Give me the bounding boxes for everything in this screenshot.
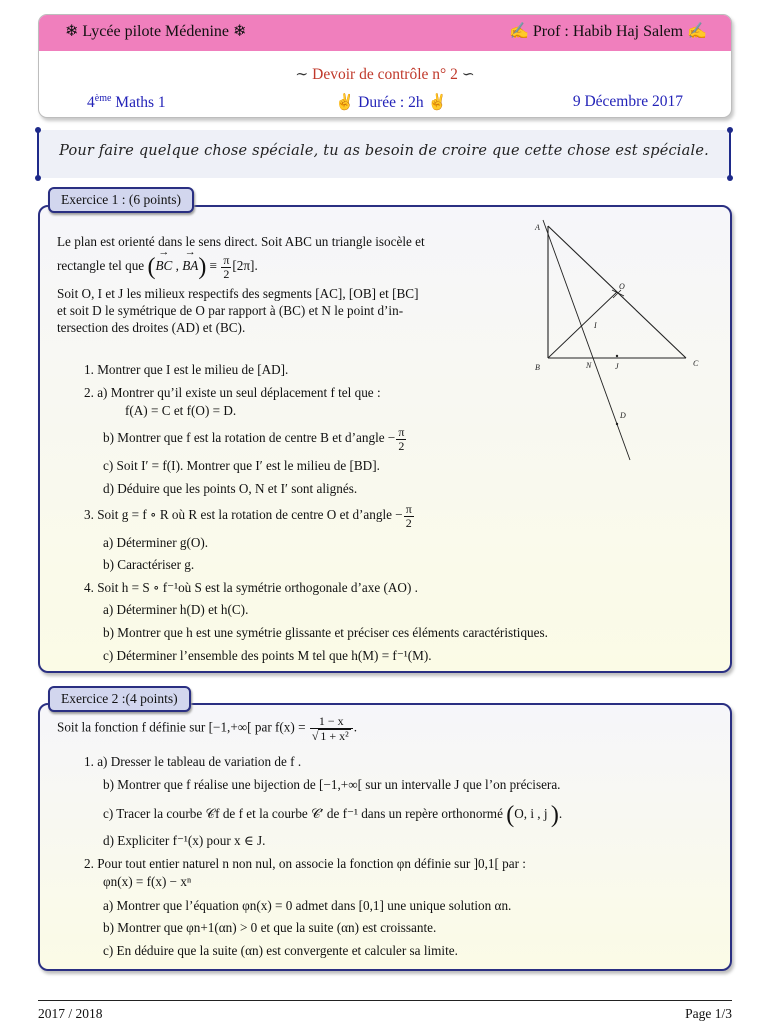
geometry-figure: [528, 218, 708, 468]
ex1-question-3: [84, 503, 415, 529]
segment-bo: [548, 292, 617, 358]
quote-dot: [727, 127, 733, 133]
quote-box: [37, 130, 731, 178]
header-box: [38, 14, 732, 118]
ex1-intro-line-5: tersection des droites (AD) et (BC).: [57, 320, 246, 335]
ex2-intro-text: Soit la fonction f définie sur [−1,+∞[ par f(x) =: [57, 719, 309, 735]
fraction-pi-2: [404, 503, 414, 529]
paren-close: ): [198, 254, 207, 281]
ex1-question-3-text: 3. Soit g = f ∘ R où R est la rotation de centre O et d’angle −: [84, 507, 403, 523]
class-label: [87, 93, 166, 112]
ex1-question-4b: b) Montrer que h est une symétrie glissante et préciser ces éléments caractéristiques.: [103, 625, 548, 640]
ex2-question-2-def: φn(x) = f(x) − xⁿ: [103, 874, 192, 889]
ex1-question-2a: 2. a) Montrer qu’il existe un seul déplacement f tel que :: [84, 385, 381, 400]
congruent-sign: ≡: [206, 258, 221, 274]
fraction-den: √ 1 + x²: [311, 728, 349, 743]
teacher-name: ✍ Prof : Habib Haj Salem ✍: [508, 23, 707, 40]
paren-open: (: [147, 254, 156, 281]
ex1-intro-line-4: et soit D le symétrique de O par rapport à (BC) et N le point d’in-: [57, 303, 404, 318]
fraction-pi-2: [221, 254, 231, 280]
fraction-den: 2: [405, 515, 412, 530]
label-c: C: [693, 359, 699, 368]
ex1-question-2d: d) Déduire que les points O, N et I′ sont alignés.: [103, 481, 358, 496]
duration-label: ✌ Durée : 2h ✌: [335, 94, 447, 111]
fraction-den: 2: [398, 438, 405, 453]
exam-title-text: Devoir de contrôle n° 2: [312, 66, 458, 83]
function-fraction: [310, 715, 353, 742]
ex1-question-2a-cond: f(A) = C et f(O) = D.: [125, 403, 237, 418]
sqrt-radicand: 1 + x²: [320, 728, 349, 743]
school-name: ❄ Lycée pilote Médenine ❄: [65, 23, 247, 40]
ex2-question-2: 2. Pour tout entier naturel n non nul, on associe la fonction φn définie sur ]0,1[ par :: [84, 856, 526, 871]
ex1-question-4a: a) Déterminer h(D) et h(C).: [103, 602, 249, 617]
quote-dot: [35, 127, 41, 133]
fraction-pi-2: [396, 426, 406, 452]
title-ornament-right: ∽: [457, 66, 475, 83]
ex1-question-4: 4. Soit h = S ∘ f⁻¹où S est la symétrie orthogonale d’axe (AO) .: [84, 580, 418, 595]
ex2-question-1a: 1. a) Dresser le tableau de variation de f .: [84, 754, 302, 769]
point-j-mark: [616, 355, 618, 357]
ex1-intro-line-3: Soit O, I et J les milieux respectifs des segments [AC], [OB] et [BC]: [57, 286, 419, 301]
fraction-den: 2: [223, 266, 230, 281]
class-name: Maths 1: [111, 94, 166, 112]
paren-close: ): [550, 802, 559, 828]
ex2-intro: Soit la fonction f définie sur [−1,+∞[ par f(x) = $\frac{1 - x}{\text{√ 1 + x²}}$ .: [57, 714, 358, 743]
header-banner: [39, 15, 731, 51]
page-number: Page 1/3: [685, 1006, 732, 1021]
title-ornament-left: ∼: [295, 66, 313, 83]
ex2-question-2a: a) Montrer que l’équation φn(x) = 0 admet dans [0,1] une unique solution αn.: [103, 898, 512, 913]
ex1-intro-text: rectangle tel que: [57, 258, 148, 274]
ex1-intro-line-1: Le plan est orienté dans le sens direct. Soit ABC un triangle isocèle et: [57, 234, 425, 249]
ex2-question-1c: c) Tracer la courbe 𝒞f de f et la courbe 𝒞′ de f⁻¹ dans un repère orthonormé (O, i , j ).: [103, 802, 563, 828]
fraction-num: 1 − x: [310, 715, 353, 729]
footer-rule: [38, 1000, 732, 1001]
ex2-question-2c: c) En déduire que la suite (αn) est convergente et calculer sa limite.: [103, 943, 458, 958]
fraction-num: π: [223, 253, 230, 267]
ex1-question-1: 1. Montrer que I est le milieu de [AD].: [84, 362, 289, 377]
fraction-num: π: [405, 502, 412, 516]
exam-date: 9 Décembre 2017: [572, 93, 683, 110]
quote-dot: [727, 175, 733, 181]
class-level-suffix: ème: [94, 93, 112, 104]
fraction-num: π: [398, 425, 405, 439]
vector-ba: → BA: [182, 258, 198, 274]
exam-title: [39, 65, 731, 84]
ex1-question-3a: a) Déterminer g(O).: [103, 535, 209, 550]
ex1-intro-line-2: rectangle tel que (→ BC , → BA) ≡ $\frac{\pi}{2}$ [2π].: [57, 254, 258, 280]
vector-bc: → BC: [155, 258, 172, 274]
ex1-question-2b: [103, 426, 407, 452]
ex2-question-2b: b) Montrer que φn+1(αn) > 0 et que la suite (αn) est croissante.: [103, 920, 437, 935]
label-a: A: [535, 223, 540, 232]
class-level: 4: [87, 94, 95, 112]
ex1-question-2c: c) Soit I′ = f(I). Montrer que I′ est le milieu de [BD].: [103, 458, 380, 473]
label-i: I: [594, 321, 597, 330]
modulo-text: [2π].: [232, 258, 258, 274]
ex1-question-4c: c) Déterminer l’ensemble des points M tel que h(M) = f⁻¹(M).: [103, 648, 432, 663]
exercise-1-title: Exercice 1 : (6 points): [48, 187, 194, 213]
motivational-quote: Pour faire quelque chose spéciale, tu as besoin de croire que cette chose est spéciale.: [59, 143, 709, 159]
label-n: N: [586, 361, 592, 370]
ex1-question-2b-text: b) Montrer que f est la rotation de centre B et d’angle −: [103, 430, 396, 446]
paren-open: (: [506, 802, 515, 828]
ex2-question-1b: b) Montrer que f réalise une bijection de [−1,+∞[ sur un intervalle J que l’on précisera.: [103, 777, 561, 792]
point-d-mark: [616, 423, 618, 425]
label-o: O: [619, 282, 625, 291]
ex2-question-1d: d) Expliciter f⁻¹(x) pour x ∈ J.: [103, 833, 266, 848]
label-d: D: [620, 411, 626, 420]
quote-dot: [35, 175, 41, 181]
exercise-2-title: Exercice 2 :(4 points): [48, 686, 191, 712]
school-year: 2017 / 2018: [38, 1006, 103, 1021]
ex2-question-1c-text: c) Tracer la courbe 𝒞f de f et la courbe 𝒞′ de f⁻¹ dans un repère orthonormé: [103, 806, 503, 822]
label-j: J: [615, 362, 619, 371]
label-b: B: [535, 363, 540, 372]
frame-notation: O, i , j: [514, 806, 551, 822]
ex1-question-3b: b) Caractériser g.: [103, 557, 195, 572]
